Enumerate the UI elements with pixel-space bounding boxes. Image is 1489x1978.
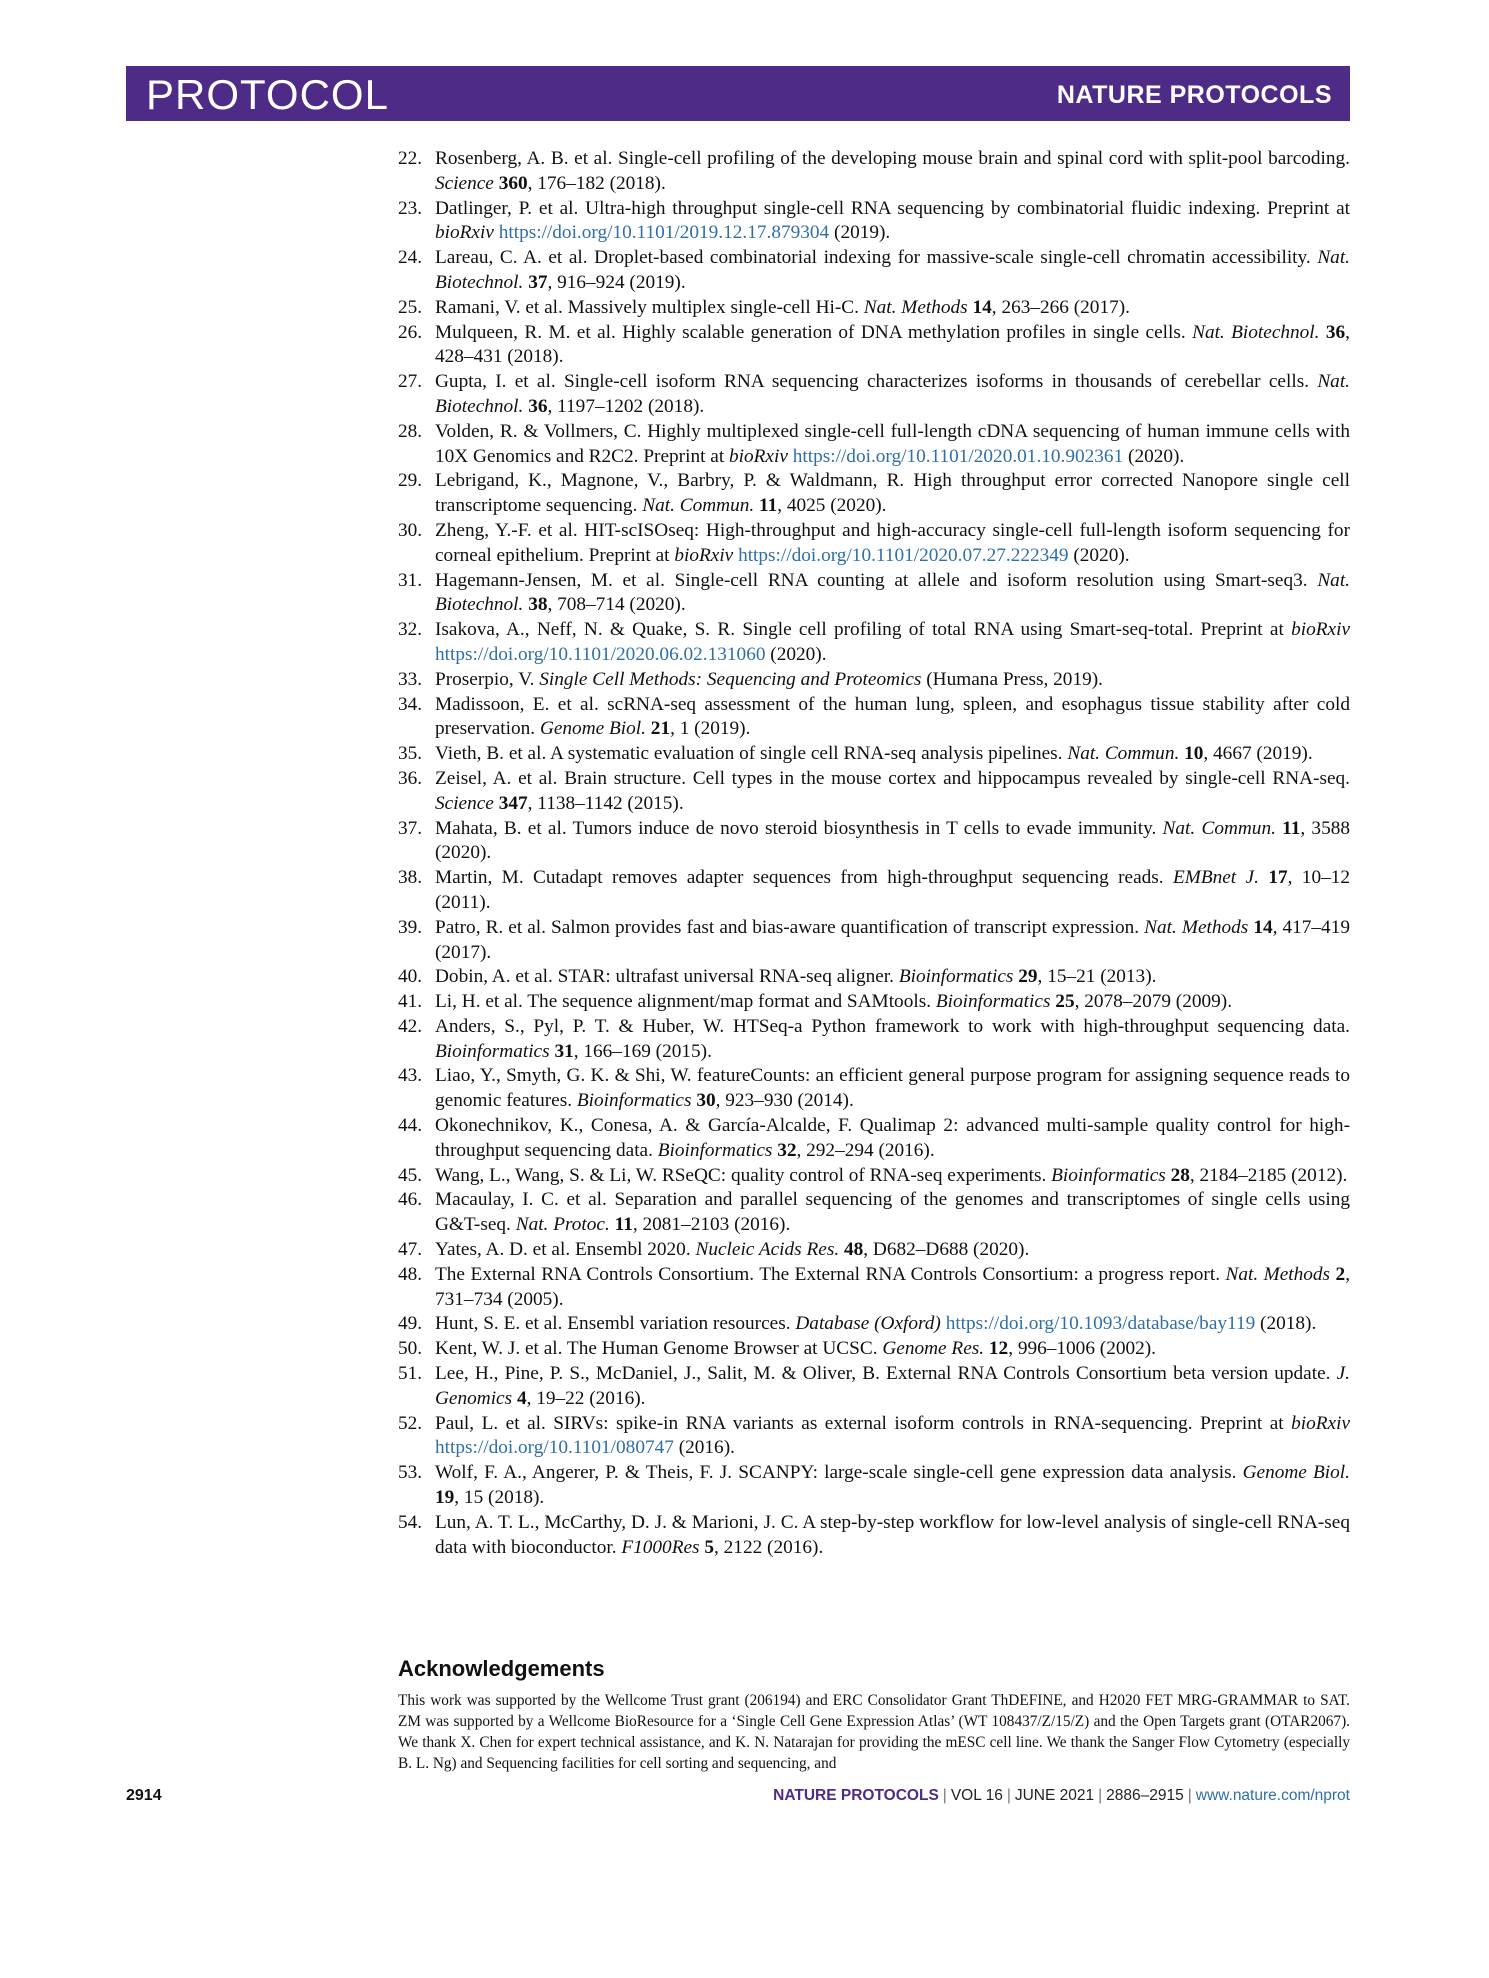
- reference-text: Ramani, V. et al. Massively multiplex single-cell Hi-C.: [435, 296, 864, 318]
- reference-item: [398, 1188, 1350, 1238]
- section-label: PROTOCOL: [146, 71, 389, 118]
- reference-text: , 4025 (2020).: [777, 495, 887, 517]
- reference-item: [398, 742, 1350, 767]
- reference-number: 46.: [398, 1189, 423, 1211]
- reference-number: 40.: [398, 966, 423, 988]
- footer-url-link[interactable]: www.nature.com/nprot: [1195, 1787, 1350, 1804]
- reference-number: 52.: [398, 1412, 423, 1434]
- reference-text: , 428–431 (2018).: [435, 321, 1350, 368]
- reference-text: Proserpio, V.: [435, 668, 540, 690]
- reference-text: Rosenberg, A. B. et al. Single-cell profiling of the developing mouse brain and spinal cord with split-pool barcoding.: [435, 148, 1350, 169]
- reference-journal: Bioinformatics: [935, 991, 1051, 1013]
- reference-text: , 4667 (2019).: [1203, 743, 1313, 765]
- reference-item: [398, 1312, 1350, 1337]
- reference-item: [398, 1164, 1350, 1189]
- reference-number: 32.: [398, 619, 423, 641]
- reference-journal: bioRxiv: [729, 445, 788, 467]
- reference-text: (2019).: [829, 222, 891, 244]
- reference-text: [1259, 867, 1268, 888]
- reference-journal: Bioinformatics: [435, 1040, 550, 1062]
- reference-number: 34.: [398, 693, 423, 715]
- reference-text: , 916–924 (2019).: [547, 271, 686, 293]
- reference-item: [398, 246, 1350, 296]
- reference-text: Yates, A. D. et al. Ensembl 2020.: [435, 1239, 696, 1261]
- reference-item: [398, 321, 1350, 371]
- reference-item: [398, 469, 1350, 519]
- reference-text: Kent, W. J. et al. The Human Genome Browser at UCSC.: [435, 1338, 883, 1360]
- reference-item: [398, 965, 1350, 990]
- reference-journal: Bioinformatics: [898, 966, 1014, 988]
- reference-item: [398, 1263, 1350, 1313]
- reference-volume: 2: [1335, 1263, 1346, 1285]
- reference-number: 54.: [398, 1511, 423, 1533]
- reference-text: Patro, R. et al. Salmon provides fast and bias-aware quantification of transcript expression.: [435, 916, 1145, 938]
- reference-volume: 11: [759, 495, 778, 517]
- reference-doi-link[interactable]: https://doi.org/10.1093/database/bay119: [945, 1313, 1256, 1335]
- reference-text: , 1197–1202 (2018).: [547, 395, 705, 417]
- acknowledgements-body: This work was supported by the Wellcome Trust grant (206194) and ERC Consolidator Grant ThDEFINE, and H2020 FET MRG-GRAMMAR to SAT. ZM was supported by a Wellcome BioResource for a ‘Single Cell Gene Expression Atlas’ (WT 108437/Z/15/Z) and the Open Targets grant (OTAR2067). We thank X. Chen for expert technical assistance, and K. N. Natarajan for providing the mESC cell line. We thank the Sanger Flow Cytometry (especially B. L. Ng) and Sequencing facilities for cell sorting and sequencing, and: [398, 1692, 1350, 1772]
- reference-text: , D682–D688 (2020).: [863, 1239, 1030, 1261]
- reference-item: [398, 1412, 1350, 1462]
- reference-number: 23.: [398, 197, 423, 219]
- reference-number: 42.: [398, 1015, 423, 1037]
- reference-volume: 11: [614, 1214, 633, 1236]
- reference-journal: Nat. Commun.: [1067, 743, 1180, 765]
- reference-text: , 19–22 (2016).: [526, 1387, 646, 1409]
- reference-item: [398, 197, 1350, 247]
- reference-text: (2016).: [673, 1437, 735, 1459]
- reference-journal: Nucleic Acids Res.: [695, 1239, 840, 1261]
- reference-number: 51.: [398, 1363, 423, 1385]
- reference-journal: Science: [435, 792, 494, 814]
- reference-journal: bioRxiv: [1291, 619, 1350, 641]
- reference-volume: 17: [1268, 867, 1288, 889]
- reference-volume: 4: [516, 1387, 527, 1409]
- reference-number: 44.: [398, 1115, 423, 1137]
- reference-item: [398, 1064, 1350, 1114]
- reference-number: 31.: [398, 569, 423, 591]
- reference-item: [398, 1238, 1350, 1263]
- header-bar: [126, 66, 1350, 121]
- reference-number: 25.: [398, 296, 423, 318]
- reference-number: 39.: [398, 916, 423, 938]
- reference-journal: bioRxiv: [435, 222, 494, 244]
- reference-text: (2018).: [1255, 1313, 1317, 1335]
- reference-journal: bioRxiv: [1291, 1412, 1350, 1434]
- reference-number: 53.: [398, 1462, 423, 1484]
- reference-text: , 1138–1142 (2015).: [527, 792, 684, 814]
- footer-pages: 2886–2915: [1106, 1787, 1184, 1804]
- reference-text: Mahata, B. et al. Tumors induce de novo steroid biosynthesis in T cells to evade immunity.: [435, 817, 1163, 839]
- reference-item: [398, 296, 1350, 321]
- reference-journal: Nat. Biotechnol.: [435, 371, 1350, 417]
- reference-item: [398, 990, 1350, 1015]
- reference-text: Martin, M. Cutadapt removes adapter sequences from high-throughput sequencing reads.: [435, 867, 1173, 889]
- reference-text: Zheng, Y.-F. et al. HIT-scISOseq: High-throughput and high-accuracy single-cell full-length isoform sequencing for corneal epithelium. Preprint at: [435, 519, 1350, 566]
- reference-item: [398, 916, 1350, 966]
- reference-text: , 708–714 (2020).: [547, 594, 686, 616]
- reference-text: , 2078–2079 (2009).: [1074, 991, 1233, 1013]
- reference-text: , 1 (2019).: [670, 718, 751, 740]
- reference-item: [398, 1015, 1350, 1065]
- reference-journal: Bioinformatics: [657, 1139, 773, 1161]
- reference-text: (Humana Press, 2019).: [921, 668, 1103, 690]
- reference-number: 50.: [398, 1338, 423, 1360]
- reference-number: 26.: [398, 321, 423, 343]
- reference-number: 43.: [398, 1065, 423, 1087]
- reference-text: Madissoon, E. et al. scRNA-seq assessment of the human lung, spleen, and esophagus tissue stability after cold preservation.: [435, 693, 1350, 740]
- reference-text: Hagemann-Jensen, M. et al. Single-cell RNA counting at allele and isoform resolution using Smart-seq3.: [435, 569, 1318, 591]
- reference-item: [398, 1511, 1350, 1561]
- reference-journal: Single Cell Methods: Sequencing and Proteomics: [539, 668, 922, 690]
- reference-text: , 3588 (2020).: [435, 817, 1350, 864]
- reference-journal: F1000Res: [621, 1536, 700, 1558]
- acknowledgements-heading: Acknowledgements: [398, 1656, 605, 1681]
- reference-text: Lareau, C. A. et al. Droplet-based combinatorial indexing for massive-scale single-cell chromatin accessibility.: [435, 247, 1318, 269]
- reference-journal: Genome Biol.: [1242, 1462, 1350, 1484]
- reference-volume: 11: [1282, 817, 1301, 839]
- reference-list: [398, 147, 1350, 1560]
- reference-number: 45.: [398, 1164, 423, 1186]
- reference-journal: Nat. Biotechnol.: [1192, 321, 1320, 343]
- reference-text: , 417–419 (2017).: [435, 916, 1350, 963]
- footer-separator: |: [942, 1787, 947, 1804]
- reference-volume: 30: [696, 1090, 716, 1112]
- reference-text: , 292–294 (2016).: [796, 1139, 935, 1161]
- reference-doi-link[interactable]: https://doi.org/10.1101/080747: [435, 1437, 674, 1459]
- reference-volume: 12: [988, 1338, 1009, 1360]
- reference-item: [398, 420, 1350, 470]
- reference-journal: Science: [435, 172, 494, 194]
- reference-item: [398, 817, 1350, 867]
- reference-item: [398, 693, 1350, 743]
- reference-number: 35.: [398, 743, 423, 765]
- reference-item: [398, 668, 1350, 693]
- reference-text: Lun, A. T. L., McCarthy, D. J. & Marioni, J. C. A step-by-step workflow for low-level analysis of single-cell RNA-seq data with bioconductor.: [435, 1511, 1350, 1558]
- footer-citation: [773, 1787, 1350, 1805]
- reference-item: [398, 618, 1350, 668]
- reference-text: Vieth, B. et al. A systematic evaluation of single cell RNA-seq analysis pipelines.: [435, 743, 1068, 765]
- reference-journal: Bioinformatics: [1051, 1164, 1166, 1186]
- reference-text: Zeisel, A. et al. Brain structure. Cell types in the mouse cortex and hippocampus revealed by single-cell RNA-seq.: [435, 767, 1350, 789]
- reference-number: 36.: [398, 767, 423, 789]
- footer-journal: NATURE PROTOCOLS: [773, 1787, 939, 1804]
- reference-text: Liao, Y., Smyth, G. K. & Shi, W. featureCounts: an efficient general purpose program for assigning sequence reads to genomic features.: [435, 1065, 1350, 1112]
- reference-item: [398, 519, 1350, 569]
- reference-number: 33.: [398, 668, 423, 690]
- reference-item: [398, 1337, 1350, 1362]
- reference-volume: 347: [498, 792, 528, 814]
- reference-number: 48.: [398, 1263, 423, 1285]
- reference-journal: J. Genomics: [435, 1363, 1350, 1409]
- reference-text: Wang, L., Wang, S. & Li, W. RSeQC: quality control of RNA-seq experiments.: [435, 1164, 1052, 1186]
- footer-separator: |: [1187, 1787, 1192, 1804]
- reference-text: , 923–930 (2014).: [715, 1090, 854, 1112]
- reference-number: 24.: [398, 247, 423, 269]
- reference-journal: Genome Biol.: [539, 718, 646, 740]
- reference-text: Okonechnikov, K., Conesa, A. & García-Alcalde, F. Qualimap 2: advanced multi-sample quality control for high-throughput sequencing data.: [435, 1115, 1350, 1161]
- reference-text: , 15–21 (2013).: [1037, 966, 1157, 988]
- reference-number: 37.: [398, 817, 423, 839]
- reference-journal: Nat. Biotechnol.: [435, 247, 1350, 293]
- reference-volume: 32: [777, 1139, 797, 1161]
- reference-text: Macaulay, I. C. et al. Separation and parallel sequencing of the genomes and transcriptomes of single cells using G&T-seq.: [435, 1189, 1350, 1236]
- reference-volume: 19: [435, 1487, 455, 1509]
- reference-volume: 36: [528, 395, 548, 417]
- reference-text: , 176–182 (2018).: [527, 172, 666, 194]
- reference-volume: 31: [554, 1040, 574, 1062]
- reference-text: Lebrigand, K., Magnone, V., Barbry, P. & Waldmann, R. High throughput error corrected Nanopore single cell transcriptome sequencing.: [435, 470, 1350, 517]
- reference-number: 49.: [398, 1313, 423, 1335]
- reference-text: (2020).: [765, 643, 827, 665]
- reference-number: 38.: [398, 867, 423, 889]
- reference-volume: 360: [498, 172, 528, 194]
- reference-item: [398, 1362, 1350, 1412]
- reference-volume: 21: [650, 718, 671, 740]
- reference-number: 41.: [398, 991, 423, 1013]
- footer-separator: |: [1098, 1787, 1103, 1804]
- reference-journal: Genome Res.: [882, 1338, 985, 1360]
- reference-text: , 15 (2018).: [454, 1487, 545, 1509]
- reference-volume: 14: [1253, 916, 1273, 938]
- reference-text: , 996–1006 (2002).: [1008, 1338, 1156, 1360]
- reference-doi-link[interactable]: https://doi.org/10.1101/2020.06.02.131060: [435, 643, 766, 665]
- reference-number: 27.: [398, 371, 423, 393]
- reference-journal: Nat. Methods: [863, 296, 968, 318]
- reference-doi-link[interactable]: https://doi.org/10.1101/2020.07.27.222349: [738, 544, 1069, 566]
- footer-date: JUNE 2021: [1014, 1787, 1095, 1804]
- reference-volume: 38: [528, 594, 548, 616]
- page-number: 2914: [126, 1787, 162, 1804]
- reference-journal: Bioinformatics: [576, 1090, 692, 1112]
- reference-doi-link[interactable]: https://doi.org/10.1101/2020.01.10.902361: [792, 445, 1124, 467]
- reference-number: 30.: [398, 519, 423, 541]
- reference-text: Volden, R. & Vollmers, C. Highly multiplexed single-cell full-length cDNA sequencing of human immune cells with 10X Genomics and R2C2. Preprint at: [435, 420, 1350, 467]
- reference-text: (2020).: [1123, 445, 1185, 467]
- reference-journal: Nat. Commun.: [1162, 817, 1276, 839]
- reference-text: Paul, L. et al. SIRVs: spike-in RNA variants as external isoform controls in RNA-sequencing. Preprint at: [435, 1412, 1292, 1434]
- reference-item: [398, 767, 1350, 817]
- reference-journal: Nat. Protoc.: [515, 1214, 610, 1236]
- reference-text: Dobin, A. et al. STAR: ultrafast universal RNA-seq aligner.: [435, 966, 899, 988]
- reference-text: Gupta, I. et al. Single-cell isoform RNA sequencing characterizes isoforms in thousands of cerebellar cells.: [435, 371, 1318, 393]
- reference-volume: 25: [1055, 991, 1075, 1013]
- reference-journal: EMBnet J.: [1172, 867, 1259, 889]
- footer-volume: VOL 16: [950, 1787, 1003, 1804]
- reference-number: 22.: [398, 148, 423, 169]
- reference-volume: 14: [972, 296, 992, 318]
- reference-text: , 2081–2103 (2016).: [632, 1214, 791, 1236]
- reference-text: Li, H. et al. The sequence alignment/map format and SAMtools.: [435, 991, 936, 1013]
- reference-item: [398, 1114, 1350, 1164]
- reference-journal: Nat. Commun.: [642, 495, 755, 517]
- reference-text: , 166–169 (2015).: [573, 1040, 712, 1062]
- reference-text: Isakova, A., Neff, N. & Quake, S. R. Single cell profiling of total RNA using Smart-seq-total. Preprint at: [435, 619, 1292, 641]
- reference-text: (2020).: [1068, 544, 1130, 566]
- reference-volume: 48: [843, 1239, 864, 1261]
- reference-item: [398, 370, 1350, 420]
- reference-text: , 10–12 (2011).: [435, 867, 1351, 913]
- reference-text: , 731–734 (2005).: [435, 1263, 1351, 1310]
- reference-volume: 28: [1170, 1164, 1190, 1186]
- reference-text: Lee, H., Pine, P. S., McDaniel, J., Salit, M. & Oliver, B. External RNA Controls Consortium beta version update.: [435, 1363, 1337, 1385]
- reference-text: , 2184–2185 (2012).: [1189, 1164, 1348, 1186]
- reference-journal: Nat. Methods: [1225, 1263, 1331, 1285]
- reference-text: Mulqueen, R. M. et al. Highly scalable generation of DNA methylation profiles in single cells.: [435, 321, 1193, 343]
- reference-text: Datlinger, P. et al. Ultra-high throughput single-cell RNA sequencing by combinatorial fluidic indexing. Preprint at: [435, 197, 1350, 219]
- reference-number: 29.: [398, 470, 423, 492]
- reference-item: [398, 866, 1350, 916]
- reference-text: Hunt, S. E. et al. Ensembl variation resources.: [435, 1313, 796, 1335]
- reference-volume: 36: [1325, 321, 1346, 343]
- reference-volume: 10: [1184, 743, 1204, 765]
- journal-name: NATURE PROTOCOLS: [1056, 81, 1332, 109]
- reference-journal: Nat. Biotechnol.: [435, 569, 1350, 616]
- reference-journal: Nat. Methods: [1144, 916, 1249, 938]
- footer-separator: |: [1006, 1787, 1011, 1804]
- reference-text: , 263–266 (2017).: [991, 296, 1130, 318]
- reference-number: 28.: [398, 420, 423, 442]
- reference-text: , 2122 (2016).: [714, 1536, 824, 1558]
- reference-journal: Database (Oxford): [795, 1313, 941, 1335]
- reference-text: The External RNA Controls Consortium. The External RNA Controls Consortium: a progress report.: [435, 1263, 1226, 1285]
- reference-doi-link[interactable]: https://doi.org/10.1101/2019.12.17.879304: [498, 222, 830, 244]
- reference-number: 47.: [398, 1239, 423, 1261]
- reference-volume: 29: [1018, 966, 1038, 988]
- reference-volume: 5: [704, 1536, 715, 1558]
- reference-volume: 37: [528, 271, 548, 293]
- reference-text: Wolf, F. A., Angerer, P. & Theis, F. J. SCANPY: large-scale single-cell gene expression data analysis.: [435, 1462, 1243, 1484]
- reference-item: [398, 1461, 1350, 1511]
- reference-item: [398, 147, 1350, 197]
- reference-text: Anders, S., Pyl, P. T. & Huber, W. HTSeq-a Python framework to work with high-throughput sequencing data.: [435, 1015, 1350, 1037]
- reference-journal: bioRxiv: [674, 544, 734, 566]
- reference-item: [398, 569, 1350, 619]
